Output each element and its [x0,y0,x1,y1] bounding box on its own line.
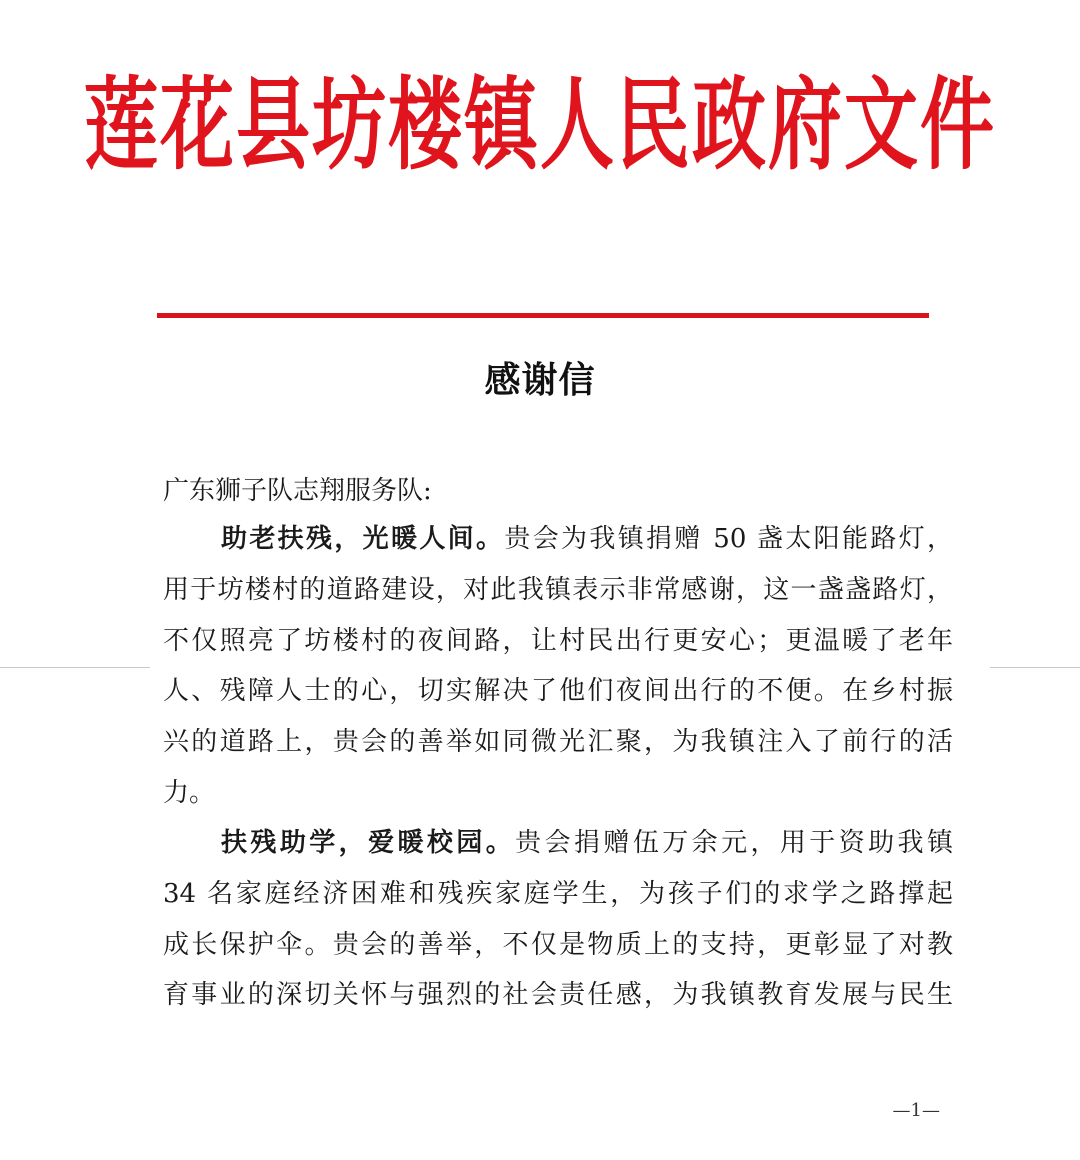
paragraph-2-line-4: 育事业的深切关怀与强烈的社会责任感，为我镇教育发展与民生 [163,980,953,1011]
paragraph-2-lead: 扶残助学，爱暖校园。 [221,828,516,858]
paragraph-2-line-2: 34 名家庭经济困难和残疾家庭学生，为孩子们的求学之路撑起 [163,878,953,909]
paragraph-1 [163,514,953,819]
page-number: —1— [892,1100,940,1121]
paragraph-2-line-3: 成长保护伞。贵会的善举，不仅是物质上的支持，更彰显了对教 [163,929,953,960]
paragraph-1-lead: 助老扶残，光暖人间。 [221,524,505,554]
scan-fold-mark-left [0,667,150,668]
paragraph-2-line-1 [163,818,953,869]
paragraph-1-line-1 [163,514,953,565]
paragraph-2 [163,818,953,1021]
scan-fold-mark-right [990,667,1080,668]
salutation: 广东狮子队志翔服务队: [163,476,432,506]
letter-title: 感谢信 [484,359,596,401]
paragraph-1-line-4: 人、残障人士的心，切实解决了他们夜间出行的不便。在乡村振 [163,676,953,707]
paragraph-1-line-3: 不仅照亮了坊楼村的夜间路，让村民出行更安心；更温暖了老年 [163,625,953,656]
letterhead-title: 莲花县坊楼镇人民政府文件 [84,67,996,184]
paragraph-1-line-6: 力。 [163,777,216,808]
paragraph-1-line-5: 兴的道路上，贵会的善举如同微光汇聚，为我镇注入了前行的活 [163,727,953,758]
paragraph-2-line-1-text: 贵会捐赠伍万余元，用于资助我镇 [515,828,953,858]
paragraph-1-line-2: 用于坊楼村的道路建设，对此我镇表示非常感谢，这一盏盏路灯， [163,574,953,605]
paragraph-1-line-1-text: 贵会为我镇捐赠 50 盏太阳能路灯， [504,524,953,554]
red-divider-rule [157,313,929,318]
